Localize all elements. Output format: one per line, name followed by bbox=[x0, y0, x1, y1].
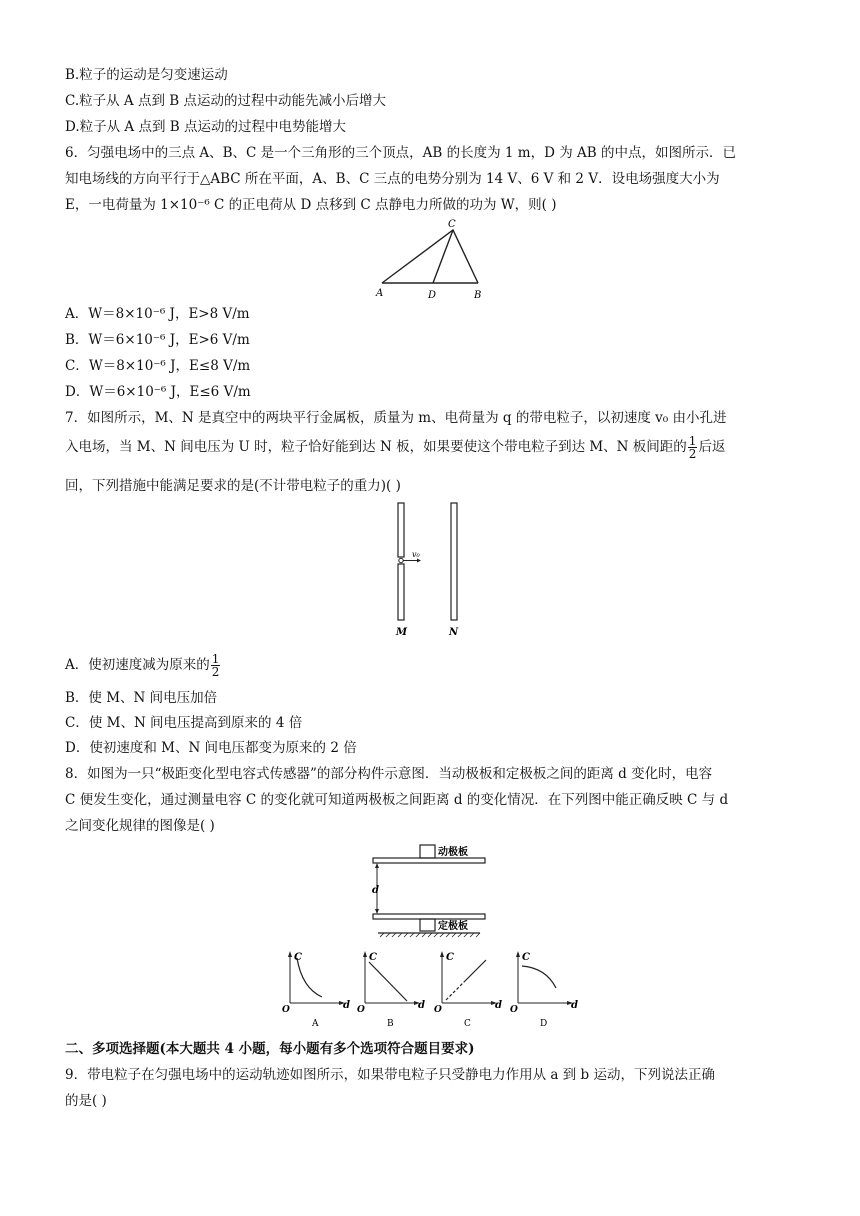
q7-label-n: N bbox=[449, 627, 459, 638]
q7-fraction-denominator: 2 bbox=[688, 447, 697, 461]
q6-stem-line1: 6．匀强电场中的三点 A、B、C 是一个三角形的三个顶点，AB 的长度为 1 m，D 为 AB 的中点，如图所示．已 bbox=[65, 145, 736, 161]
q8-graph-c-x-label: d bbox=[495, 1000, 502, 1011]
q7-fraction-half bbox=[688, 435, 698, 460]
q7-stem-line3: 回，下列措施中能满足要求的是(不计带电粒子的重力)( ) bbox=[65, 478, 401, 494]
q7-label-m: M bbox=[396, 627, 408, 638]
q8-graph-b-origin: O bbox=[357, 1005, 365, 1015]
q8-graph-a-x-label: d bbox=[343, 1000, 350, 1011]
q6-label-c: C bbox=[448, 219, 456, 230]
q8-label-fixed-plate: 定极板 bbox=[438, 921, 468, 932]
q8-label-moving-plate: 动极板 bbox=[438, 847, 468, 858]
q6-option-a: A．W＝8×10⁻⁶ J，E>8 V/m bbox=[65, 306, 250, 322]
q8-sensor-figure bbox=[370, 840, 495, 940]
q9-stem-line1: 9．带电粒子在匀强电场中的运动轨迹如图所示，如果带电粒子只受静电力作用从 a 到 b 运动，下列说法正确 bbox=[65, 1067, 715, 1083]
q6-label-d: D bbox=[428, 290, 437, 301]
q8-graph-b bbox=[355, 948, 430, 1033]
q8-graph-c bbox=[432, 948, 507, 1033]
q7-stem-line2-end: 后返 bbox=[698, 439, 726, 455]
q8-label-d: d bbox=[372, 885, 379, 896]
q7-option-b: B．使 M、N 间电压加倍 bbox=[65, 690, 218, 706]
q5-option-d: D.粒子从 A 点到 B 点运动的过程中电势能增大 bbox=[65, 119, 346, 135]
q6-stem-line3: E，一电荷量为 1×10⁻⁶ C 的正电荷从 D 点移到 C 点静电力所做的功为 W，则( ) bbox=[65, 197, 557, 213]
q6-option-d: D．W＝6×10⁻⁶ J，E≤6 V/m bbox=[65, 384, 251, 400]
q6-option-c: C．W＝8×10⁻⁶ J，E≤8 V/m bbox=[65, 358, 251, 374]
q7-stem-line1: 7．如图所示，M、N 是真空中的两块平行金属板，质量为 m、电荷量为 q 的带电粒子，以初速度 v₀ 由小孔进 bbox=[65, 410, 727, 426]
q8-graph-c-origin: O bbox=[434, 1005, 442, 1015]
q8-graph-c-y-label: C bbox=[446, 952, 454, 963]
q8-graph-d-x-label: d bbox=[571, 1000, 578, 1011]
q9-stem-line2: 的是( ) bbox=[65, 1093, 107, 1109]
q6-label-b: B bbox=[474, 290, 482, 301]
q8-stem-line1: 8．如图为一只“极距变化型电容式传感器”的部分构件示意图．当动极板和定极板之间的距离 d 变化时，电容 bbox=[65, 766, 713, 782]
q8-graph-a bbox=[280, 948, 355, 1033]
q8-graph-b-y-label: C bbox=[369, 952, 377, 963]
q8-graph-b-label: B bbox=[387, 1019, 394, 1029]
section2-heading: 二、多项选择题(本大题共 4 小题，每小题有多个选项符合题目要求) bbox=[65, 1041, 475, 1057]
q8-graph-a-origin: O bbox=[282, 1005, 290, 1015]
q8-stem-line3: 之间变化规律的图像是( ) bbox=[65, 818, 215, 834]
q7-option-a bbox=[65, 650, 221, 680]
q7-option-a-denominator: 2 bbox=[211, 665, 220, 679]
q8-graph-c-label: C bbox=[464, 1019, 471, 1029]
q8-graph-d-y-label: C bbox=[522, 952, 530, 963]
q6-label-a: A bbox=[376, 288, 384, 299]
q8-graph-a-label: A bbox=[312, 1019, 319, 1029]
q7-option-c: C．使 M、N 间电压提高到原来的 4 倍 bbox=[65, 715, 303, 731]
q7-plates-figure bbox=[385, 500, 475, 640]
q8-graph-a-y-label: C bbox=[294, 952, 302, 963]
q8-graph-d-label: D bbox=[540, 1019, 548, 1029]
q8-graph-b-x-label: d bbox=[418, 1000, 425, 1011]
q7-fraction-numerator: 1 bbox=[688, 434, 697, 448]
q8-stem-line2: C 便发生变化，通过测量电容 C 的变化就可知道两极板之间距离 d 的变化情况．在下列图中能正确反映 C 与 d bbox=[65, 792, 729, 808]
q6-triangle-figure bbox=[370, 215, 495, 305]
q6-option-b: B．W＝6×10⁻⁶ J，E>6 V/m bbox=[65, 332, 250, 348]
q5-option-c: C.粒子从 A 点到 B 点运动的过程中动能先减小后增大 bbox=[65, 93, 386, 109]
q7-option-a-numerator: 1 bbox=[211, 652, 220, 666]
q8-graph-d bbox=[508, 948, 583, 1033]
q7-option-a-text: A．使初速度减为原来的 bbox=[65, 657, 210, 673]
q7-option-a-fraction bbox=[211, 653, 221, 678]
q7-stem-line2-text: 入电场，当 M、N 间电压为 U 时，粒子恰好能到达 N 板，如果要使这个带电粒子到达 M、N 板间距的 bbox=[65, 439, 687, 455]
q7-option-d: D．使初速度和 M、N 间电压都变为原来的 2 倍 bbox=[65, 740, 357, 756]
q5-option-b: B.粒子的运动是匀变速运动 bbox=[65, 67, 228, 83]
q8-graph-d-origin: O bbox=[510, 1005, 518, 1015]
q6-stem-line2: 知电场线的方向平行于△ABC 所在平面，A、B、C 三点的电势分别为 14 V、6 V 和 2 V．设电场强度大小为 bbox=[65, 171, 720, 187]
q7-label-v0: v₀ bbox=[412, 550, 420, 559]
q7-stem-line2 bbox=[65, 432, 725, 462]
